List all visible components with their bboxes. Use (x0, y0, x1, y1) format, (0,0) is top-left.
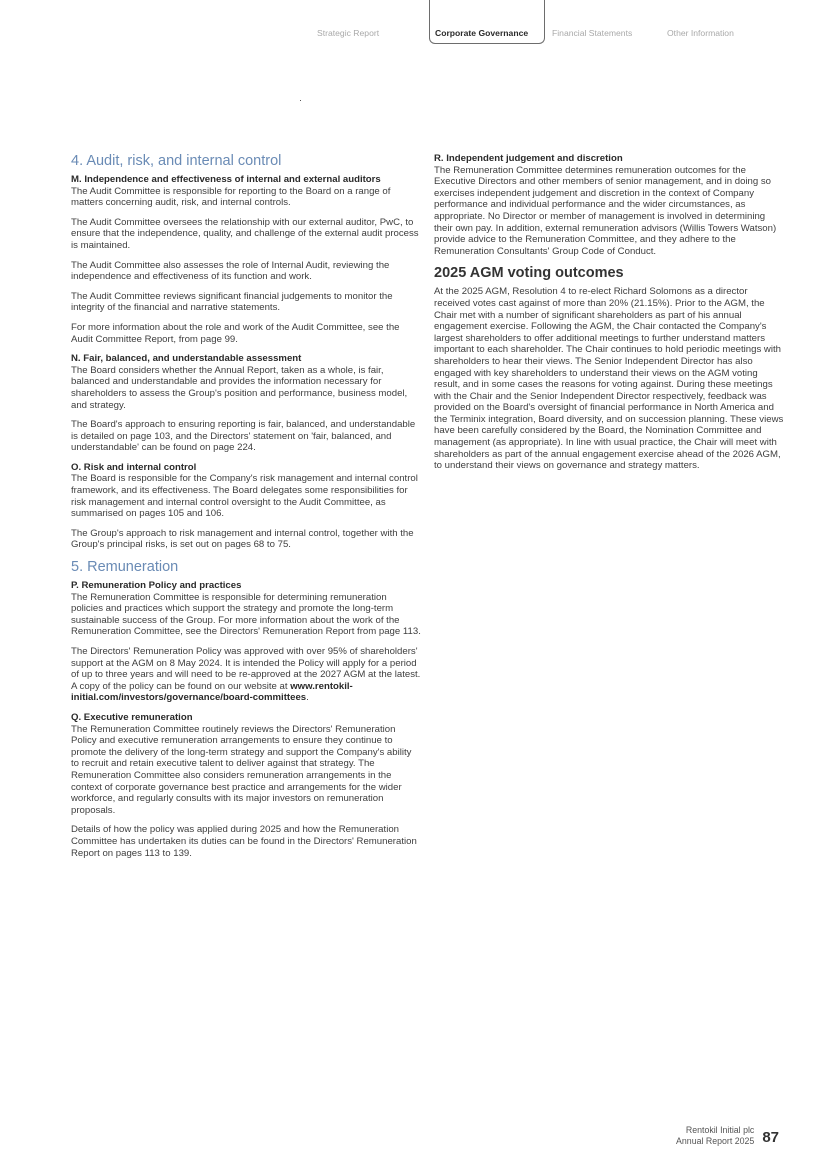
paragraph: The Remuneration Committee is responsible for determining remuneration policies and practices which support the strategy and promote the long-term sustainable success of the Group. For more information about the work of the Remuneration Committee, see the Directors' Remuneration Report from page 113. (71, 591, 421, 638)
paragraph-end: . (306, 692, 309, 704)
website-link[interactable]: www.rentokil-initial.com/investors/governance/board-committees (71, 680, 353, 704)
paragraph: The Audit Committee reviews significant financial judgements to monitor the integrity of the financial and narrative statements. (71, 290, 393, 314)
stray-mark (300, 100, 301, 101)
section-nav (0, 0, 825, 50)
page-number: 87 (762, 1129, 779, 1146)
paragraph: The Audit Committee oversees the relationship with our external auditor, PwC, to ensure that the independence, quality, and challenge of the external audit process is maintained. (71, 216, 419, 251)
agm-title: 2025 AGM voting outcomes (434, 265, 624, 282)
paragraph-text: The Directors' Remuneration Policy was approved with over 95% of shareholders' support at the AGM on 8 May 2024. It is intended the Policy will apply for a period of up to three years and will need to be re-approved at the 2027 AGM at the latest. A copy of the policy can be found on our website at (71, 646, 421, 692)
report-name: Annual Report 2025 (676, 1135, 755, 1146)
section-title-remuneration: 5. Remuneration (71, 559, 179, 576)
tab-financial-statements[interactable]: Financial Statements (552, 28, 633, 38)
left-column (71, 153, 421, 867)
paragraph: Details of how the policy was applied during 2025 and how the Remuneration Committee has undertaken its duties can be found in the Directors' Remuneration Report on pages 113 to 139. (71, 824, 417, 859)
heading-p: P. Remuneration Policy and practices (71, 580, 242, 592)
heading-n: N. Fair, balanced, and understandable assessment (71, 353, 302, 365)
paragraph: The Board considers whether the Annual Report, taken as a whole, is fair, balanced and understandable and provides the information necessary for shareholders to assess the Group's position and performance, business model, and strategy. (71, 364, 408, 411)
heading-o: O. Risk and internal control (71, 461, 197, 473)
paragraph: The Group's approach to risk management and internal control, together with the Group's principal risks, is set out on pages 68 to 75. (71, 527, 414, 551)
tab-corporate-governance[interactable] (429, 0, 545, 44)
paragraph: The Board is responsible for the Company's risk management and internal control framework, and its effectiveness. The Board delegates some responsibilities for risk management and internal control oversight to the Audit Committee, as summarised on pages 105 and 106. (71, 473, 418, 520)
paragraph: The Remuneration Committee routinely reviews the Directors' Remuneration Policy and executive remuneration arrangements to ensure they continue to promote the delivery of the long-term strategy and support the Company's ability to recruit and retain executive talent to deliver against that strategy. The Remuneration Committee also considers remuneration arrangements in the context of corporate governance best practice and arrangements for the wider workforce, and regularly consults with its major investors on remuneration proposals. (71, 723, 412, 816)
paragraph: At the 2025 AGM, Resolution 4 to re-elect Richard Solomons as a director received votes cast against of more than 20% (21.15%). Prior to the AGM, the Chair met with a number of significant shareholders as part of his annual engagement exercise. Following the AGM, the Chair contacted the Company's largest shareholders to offer additional meetings to further understand matters important to each shareholder. The Chair continues to hold periodic meetings with shareholders to hear their views. The Senior Independent Director has also engaged with key shareholders to understand their views on the AGM voting result, and in some cases the reasons for voting against. During these meetings with the Chair and the Senior Independent Director respectively, feedback was provided on the Board's oversight of financial performance in North America and the Terminix integration, Board diversity, and on succession planning. These views have been carefully considered by the Board, the Nomination Committee and management (as appropriate). In line with usual practice, the Chair will meet with shareholders as part of the annual engagement exercise ahead of the 2026 AGM, to understand their views on governance and strategy matters. (434, 286, 784, 472)
paragraph: The Board's approach to ensuring reporting is fair, balanced, and understandable is detailed on page 103, and the Directors' statement on 'fair, balanced, and understandable' can be found on page 224. (71, 419, 416, 454)
paragraph: The Audit Committee also assesses the role of Internal Audit, reviewing the independence and effectiveness of its function and work. (71, 259, 390, 283)
section-title-audit: 4. Audit, risk, and internal control (71, 153, 282, 169)
footer-meta (676, 1125, 754, 1146)
heading-m: M. Independence and effectiveness of internal and external auditors (71, 174, 381, 185)
tab-corporate-governance-label: Corporate Governance (435, 28, 529, 38)
paragraph: For more information about the role and work of the Audit Committee, see the Audit Committee Report, from page 99. (71, 321, 400, 345)
paragraph: The Audit Committee is responsible for reporting to the Board on a range of matters concerning audit, risk, and internal controls. (71, 185, 391, 209)
heading-r: R. Independent judgement and discretion (434, 153, 623, 164)
page-footer (676, 1125, 779, 1146)
paragraph: The Remuneration Committee determines remuneration outcomes for the Executive Directors and other members of senior management, and in doing so exercises independent judgement and discretion in the context of Company performance and individual performance and the wider circumstances, as appropriate. No Director or member of management is involved in determining their own pay. In addition, external remuneration advisors (Willis Towers Watson) provide advice to the Remuneration Committee, and they adhere to the Remuneration Consultants' Group Code of Conduct. (434, 164, 777, 257)
heading-q: Q. Executive remuneration (71, 711, 193, 723)
tab-other-information[interactable]: Other Information (667, 28, 734, 38)
right-column (434, 153, 784, 480)
tab-strategic-report[interactable]: Strategic Report (317, 28, 380, 38)
paragraph-policy (71, 646, 421, 704)
company-name: Rentokil Initial plc (685, 1125, 755, 1135)
